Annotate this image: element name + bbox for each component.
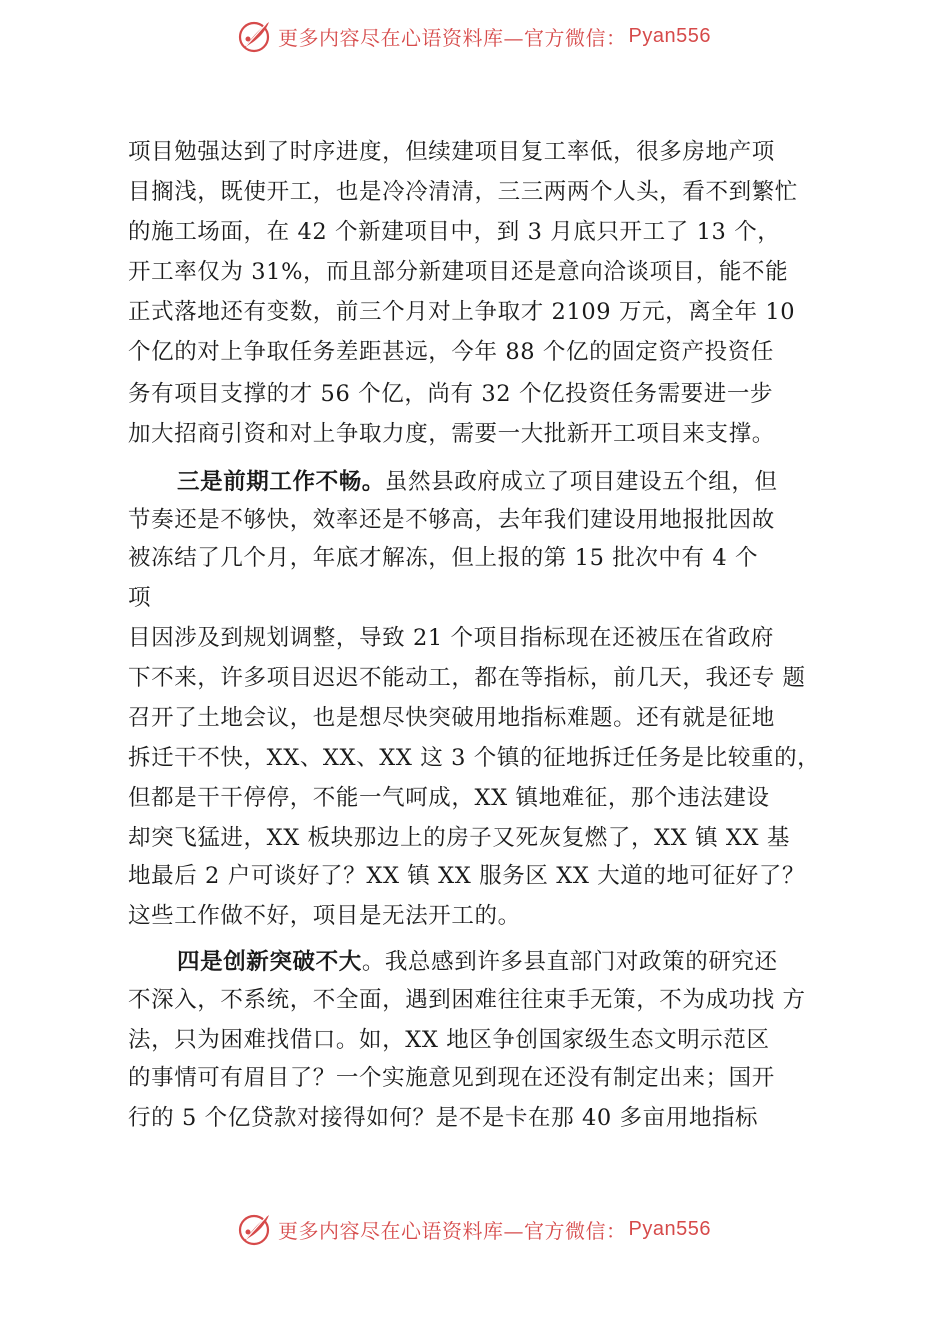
feather-pen-logo-icon <box>236 1211 272 1247</box>
text-line: 不深入，不系统，不全面，遇到困难往往束手无策，不为成功找 方 <box>128 987 806 1013</box>
text-line: 项 <box>128 585 152 611</box>
text-line: 开工率仅为 31%，而且部分新建项目还是意向洽谈项目，能不能 <box>128 259 789 285</box>
paragraph-2-heading: 三是前期工作不畅。 <box>177 469 385 495</box>
feather-pen-logo-icon <box>236 18 272 54</box>
paragraph-3-heading: 四是创新突破不大 <box>177 949 362 975</box>
text-line: 却突飞猛进，XX 板块那边上的房子又死灰复燃了，XX 镇 XX 基 <box>128 825 791 851</box>
paragraph-2-first-line <box>177 462 778 502</box>
header-wechat-id: Pyan556 <box>628 24 711 47</box>
footer-watermark <box>236 1209 756 1249</box>
text-line: 下不来，许多项目迟迟不能动工，都在等指标，前几天，我还专 题 <box>128 665 806 691</box>
text-line: 的施工场面，在 42 个新建项目中，到 3 月底只开工了 13 个， <box>128 219 781 245</box>
text-line: 务有项目支撑的才 56 个亿，尚有 32 个亿投资任务需要进一步 <box>128 381 774 407</box>
text-line: 个亿的对上争取任务差距甚远，今年 88 个亿的固定资产投资任 <box>128 339 774 365</box>
text-line: 拆迁干不快，XX、XX、XX 这 3 个镇的征地拆迁任务是比较重的， <box>128 745 821 771</box>
paragraph-3-lead: 。我总感到许多县直部门对政策的研究还 <box>361 949 778 975</box>
text-line: 项目勉强达到了时序进度，但续建项目复工率低，很多房地产项 <box>128 139 775 165</box>
text-line: 目搁浅，既使开工，也是冷冷清清，三三两两个人头，看不到繁忙 <box>128 179 798 205</box>
text-line: 地最后 2 户可谈好了？XX 镇 XX 服务区 XX 大道的地可征好了？ <box>128 863 806 889</box>
text-line: 被冻结了几个月，年底才解冻，但上报的第 15 批次中有 4 个 <box>128 545 759 571</box>
text-line: 目因涉及到规划调整，导致 21 个项目指标现在还被压在省政府 <box>128 625 774 651</box>
header-text: 更多内容尽在心语资料库—官方微信： <box>278 25 627 50</box>
text-line: 但都是干干停停，不能一气呵成，XX 镇地难征，那个违法建设 <box>128 785 770 811</box>
paragraph-2-lead: 虽然县政府成立了项目建设五个组，但 <box>384 469 778 495</box>
text-line: 召开了土地会议，也是想尽快突破用地指标难题。还有就是征地 <box>128 705 775 731</box>
text-line: 正式落地还有变数，前三个月对上争取才 2109 万元，离全年 10 <box>128 299 796 325</box>
paragraph-3-first-line <box>177 942 778 982</box>
header-watermark <box>236 16 756 56</box>
text-line: 这些工作做不好，项目是无法开工的。 <box>128 903 521 929</box>
footer-wechat-id: Pyan556 <box>628 1217 711 1240</box>
text-line: 节奏还是不够快，效率还是不够高，去年我们建设用地报批因故 <box>128 507 775 533</box>
footer-text: 更多内容尽在心语资料库—官方微信： <box>278 1218 627 1243</box>
text-line: 法，只为困难找借口。如，XX 地区争创国家级生态文明示范区 <box>128 1027 770 1053</box>
text-line: 的事情可有眉目了？一个实施意见到现在还没有制定出来；国开 <box>128 1065 775 1091</box>
text-line: 加大招商引资和对上争取力度，需要一大批新开工项目来支撑。 <box>128 421 775 447</box>
text-line: 行的 5 个亿贷款对接得如何？是不是卡在那 40 多亩用地指标 <box>128 1105 759 1131</box>
